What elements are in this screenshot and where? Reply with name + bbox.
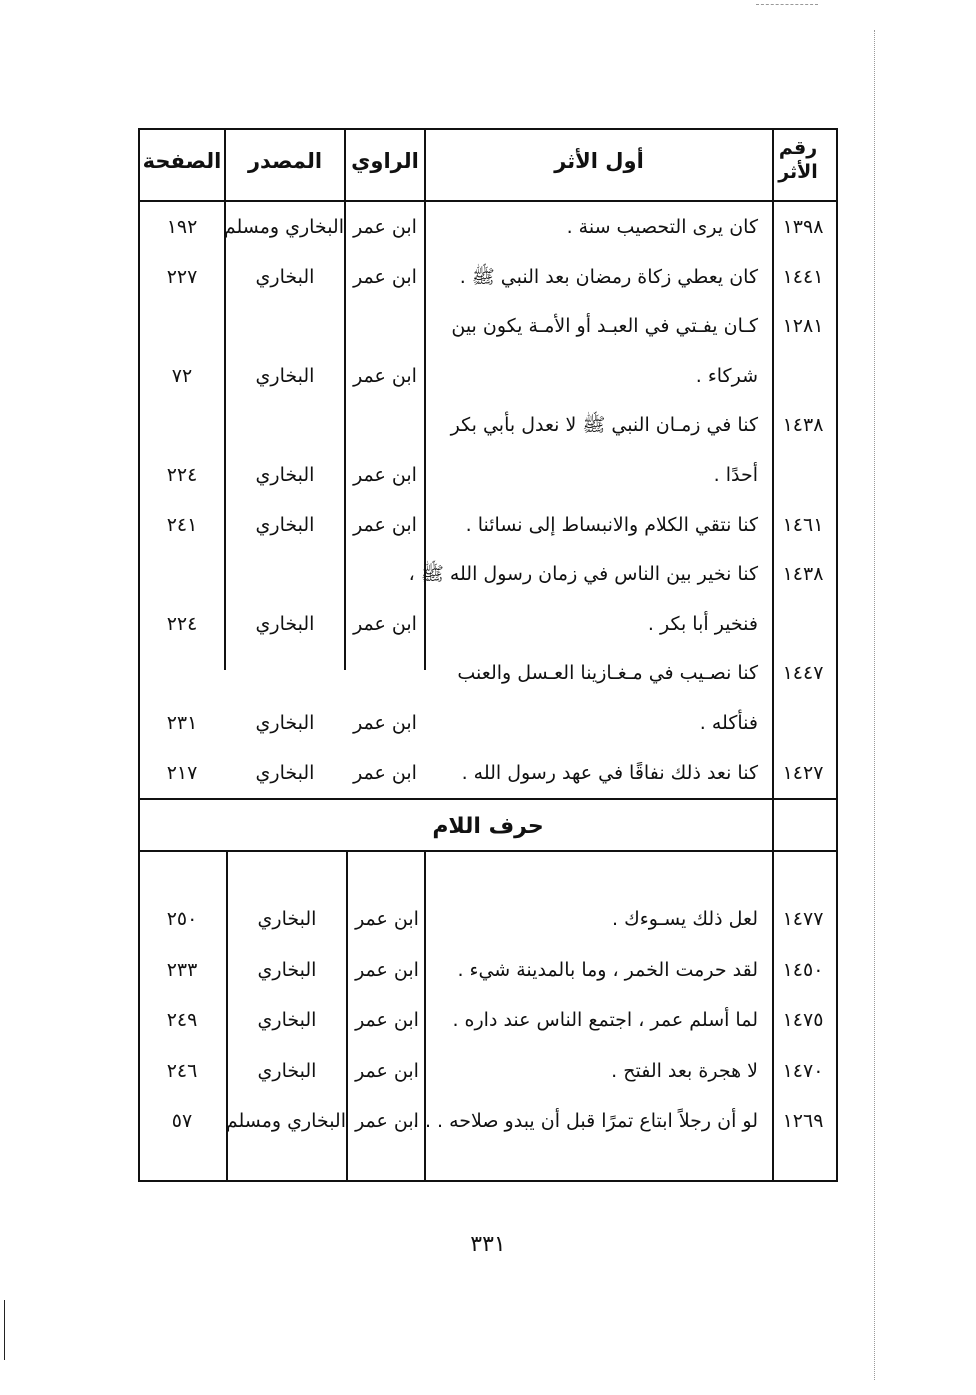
row-source: البخاري (255, 464, 315, 486)
row-text-line: كنا نصـيب في مـغـازينا العـسل والعنب (457, 662, 758, 685)
page-number: ٣٣١ (470, 1232, 506, 1257)
row-source: البخاري (257, 958, 317, 981)
row-source: البخاري (257, 1009, 317, 1031)
scan-mark-left (4, 1300, 5, 1360)
row-number: ١٣٩٨ (782, 216, 824, 238)
row-number: ١٤٦١ (782, 513, 824, 536)
row-number: ١٤٤٧ (782, 662, 824, 685)
row-page: ٢٢٧ (166, 265, 198, 288)
row-text-line: كان يرى التحصيب سنة . (566, 216, 758, 238)
row-number: ١٢٨١ (782, 315, 824, 338)
index-table (138, 128, 838, 1182)
row-narrator: ابن عمر (353, 216, 417, 238)
row-text-line: شركاء . (695, 364, 758, 387)
row-narrator: ابن عمر (353, 712, 417, 734)
row-text-line: كـان يفـتي في العبـد أو الأمـة يكون بين (451, 315, 758, 338)
row-text-line: كنا نخير بين الناس في زمان رسول الله ﷺ ، (408, 563, 758, 586)
row-page: ٢٣١ (166, 712, 198, 734)
row-page: ٢٣٣ (166, 958, 198, 981)
row-source: البخاري (255, 712, 315, 734)
section-band (140, 800, 836, 852)
col-divider-narrator-top (344, 130, 346, 670)
row-number: ١٤٢٧ (782, 761, 824, 784)
section-title: حرف اللام (432, 813, 544, 839)
row-text-line: لو أن رجلاً ابتاع تمرًا قبل أن يبدو صلاحه . . . (412, 1110, 758, 1132)
row-source: البخاري ومسلم (225, 1110, 346, 1132)
row-text-line: كان يعطي زكاة رمضان بعد النبي ﷺ . (459, 265, 758, 288)
row-narrator: ابن عمر (355, 1009, 419, 1031)
row-text-line: كنا نعد ذلك نفاقًا في عهد رسول الله . (461, 761, 758, 784)
row-narrator: ابن عمر (355, 958, 419, 981)
row-source: البخاري (255, 513, 315, 536)
row-number: ١٢٦٩ (782, 1110, 824, 1132)
row-text-line: فنخير أبا بكر . (647, 612, 758, 635)
scan-binding-line (874, 30, 875, 1380)
row-page: ١٩٢ (166, 216, 198, 238)
row-source: البخاري (255, 364, 315, 387)
row-narrator: ابن عمر (355, 1110, 419, 1132)
row-page: ٢٤١ (166, 513, 198, 536)
row-text-line: لعل ذلك يسـوءك . (612, 908, 758, 930)
row-page: ٢٢٤ (166, 464, 198, 486)
row-text-line: أحدًا . (713, 464, 758, 486)
row-page: ٢١٧ (166, 761, 198, 784)
row-narrator: ابن عمر (353, 761, 417, 784)
row-text-line: كنا نتقي الكلام والانبساط إلى نسائنا . (465, 513, 758, 536)
header-source: المصدر (247, 149, 323, 173)
row-source: البخاري (255, 265, 315, 288)
row-narrator: ابن عمر (355, 1059, 419, 1082)
row-text-line: لا هجرة بعد الفتح . (611, 1059, 758, 1082)
col-divider-text-top (424, 130, 426, 670)
row-source: البخاري (257, 1059, 317, 1082)
header-narrator: الراوي (351, 149, 419, 173)
header-page: الصفحة (142, 149, 222, 173)
row-narrator: ابن عمر (355, 908, 419, 930)
row-text-line: كنا في زمـان النبي ﷺ لا نعدل بأبي بكر (450, 414, 758, 437)
row-number: ١٤٧٧ (782, 908, 824, 930)
row-page: ٥٧ (171, 1110, 193, 1132)
row-number: ١٤٣٨ (782, 414, 824, 437)
row-page: ٢٢٤ (166, 612, 198, 635)
row-text-line: فنأكله . (699, 712, 758, 734)
row-source: البخاري (255, 761, 315, 784)
row-page: ٢٤٦ (166, 1059, 198, 1082)
row-narrator: ابن عمر (353, 612, 417, 635)
row-source: البخاري ومسلم (223, 216, 344, 238)
row-page: ٢٤٩ (166, 1009, 198, 1031)
row-number: ١٤٤١ (782, 265, 824, 288)
scan-mark-top (756, 4, 818, 5)
row-number: ١٤٥٠ (782, 958, 824, 981)
row-text-line: لما أسلم عمر ، اجتمع الناس عند داره . (452, 1009, 758, 1031)
header-number: رقم الأثر (778, 137, 818, 183)
col-divider-source-top (224, 130, 226, 670)
row-narrator: ابن عمر (353, 364, 417, 387)
row-source: البخاري (255, 612, 315, 635)
header-beginning: أول الأثر (554, 149, 644, 173)
row-narrator: ابن عمر (353, 513, 417, 536)
row-number: ١٤٧٥ (782, 1009, 824, 1031)
row-page: ٢٥٠ (166, 908, 198, 930)
header-underline (140, 200, 836, 202)
row-narrator: ابن عمر (353, 265, 417, 288)
row-text-line: لقد حرمت الخمر ، وما بالمدينة شيء . (457, 958, 758, 981)
row-source: البخاري (257, 908, 317, 930)
row-page: ٧٢ (171, 364, 193, 387)
row-narrator: ابن عمر (353, 464, 417, 486)
row-number: ١٤٣٨ (782, 563, 824, 586)
row-number: ١٤٧٠ (782, 1059, 824, 1082)
